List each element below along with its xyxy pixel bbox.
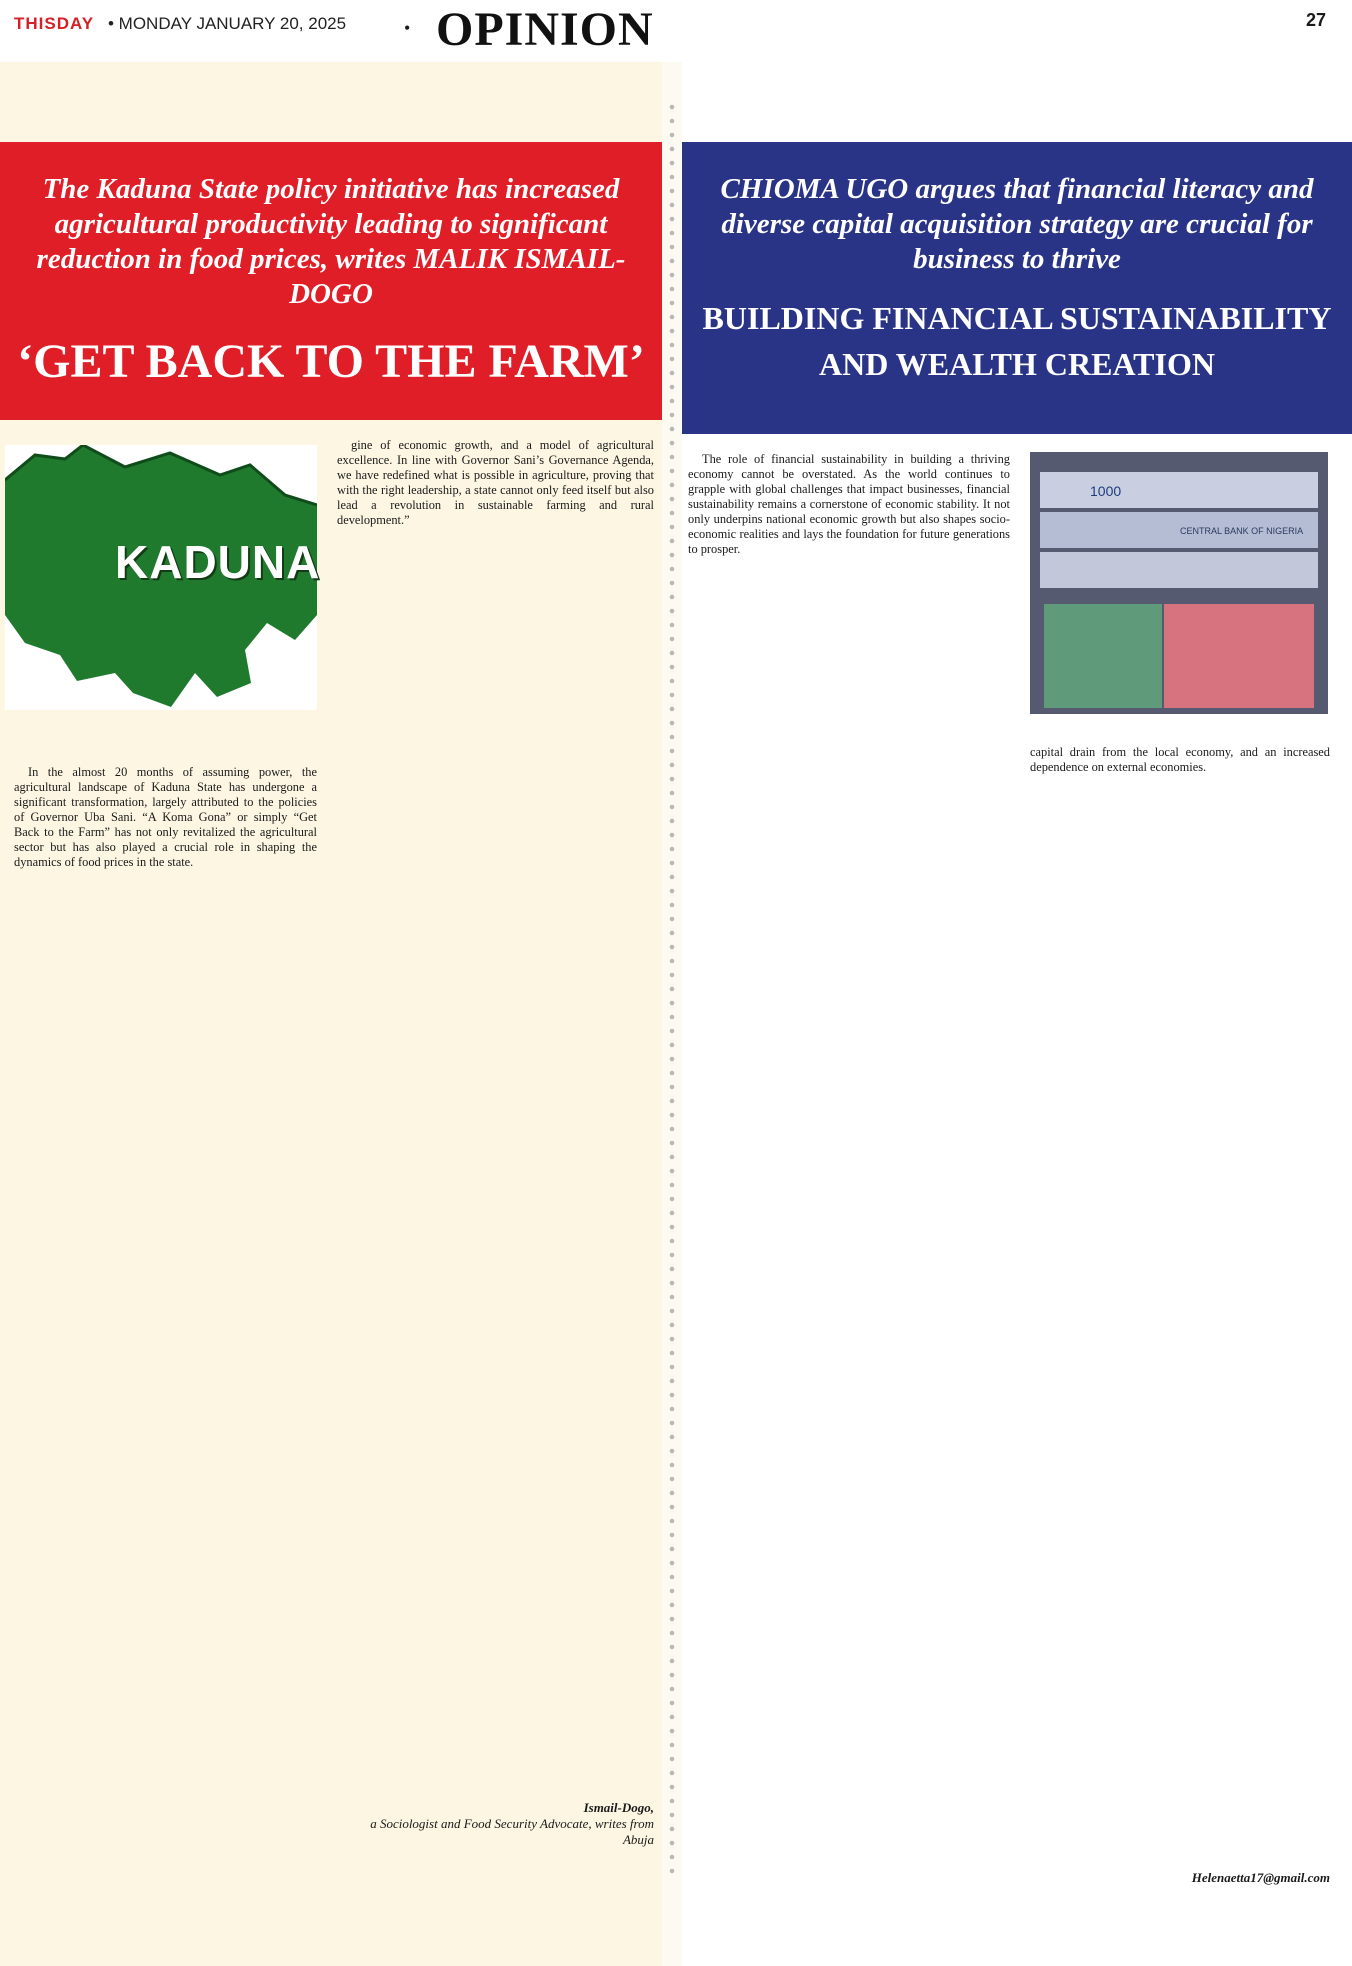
left-article-column-1	[14, 765, 317, 873]
section-title: OPINION	[436, 3, 654, 56]
author-description: a Sociologist and Food Security Advocate, writes from Abuja	[370, 1816, 654, 1847]
author-name: Ismail-Dogo,	[583, 1800, 654, 1815]
left-article-headline: ‘GET BACK TO THE FARM’	[17, 335, 645, 388]
banknotes-illustration	[1030, 452, 1328, 714]
author-email: Helenaetta17@gmail.com	[1191, 1870, 1330, 1885]
page-number: 27	[1305, 10, 1326, 30]
banknote-value: 1000	[1090, 483, 1122, 499]
left-article-standfirst: The Kaduna State policy initiative has increased agricultural productivity leading to significant reduction in food prices, writes MALIK ISMAIL-DOGO	[36, 173, 626, 310]
left-article-column-2	[337, 438, 654, 531]
paragraph: capital drain from the local economy, and an increased dependence on external economies.	[1030, 745, 1330, 774]
right-article-headline: BUILDING FINANCIAL SUSTAINABILITY AND WEALTH CREATION	[702, 300, 1332, 382]
paragraph: gine of economic growth, and a model of agricultural excellence. In line with Governor Sani’s Governance Agenda, we have redefined what is possible in agriculture, proving that with the right leadership, a state cannot only feed itself but also lead a revolution in sustainable farming and rural development.”	[337, 438, 654, 527]
banknotes-photo	[1030, 452, 1328, 714]
map-label: KADUNA	[115, 536, 321, 588]
right-article-column-2	[1030, 745, 1330, 778]
column-separator	[668, 100, 676, 1880]
separator-dot: •	[404, 18, 411, 38]
right-article-banner	[682, 142, 1352, 434]
paragraph: The role of financial sustainability in building a thriving economy cannot be overstated. As the world continues to grapple with global challenges that impact businesses, financial sustainability remains a cornerstone of economic stability. It not only underpins national economic growth but also shapes socio-economic realities and lays the foundation for future generations to prosper.	[688, 452, 1010, 556]
paragraph: In the almost 20 months of assuming power, the agricultural landscape of Kaduna State has undergone a significant transformation, largely attributed to the policies of Governor Uba Sani. “A Koma Gona” or simply “Get Back to the Farm” has not only revitalized the agricultural sector but has also played a crucial role in shaping the dynamics of food prices in the state.	[14, 765, 317, 869]
issue-date: • MONDAY JANUARY 20, 2025	[108, 14, 347, 33]
brand-name: THISDAY	[14, 14, 95, 33]
left-article-banner	[0, 142, 662, 420]
banknote-bank: CENTRAL BANK OF NIGERIA	[1180, 526, 1304, 536]
right-article-column-1	[688, 452, 1010, 560]
left-article-byline	[337, 1800, 654, 1848]
masthead	[0, 0, 1352, 62]
kaduna-map-image	[5, 445, 321, 710]
right-article-standfirst: CHIOMA UGO argues that financial literacy and diverse capital acquisition strategy are crucial for business to thrive	[720, 173, 1314, 275]
